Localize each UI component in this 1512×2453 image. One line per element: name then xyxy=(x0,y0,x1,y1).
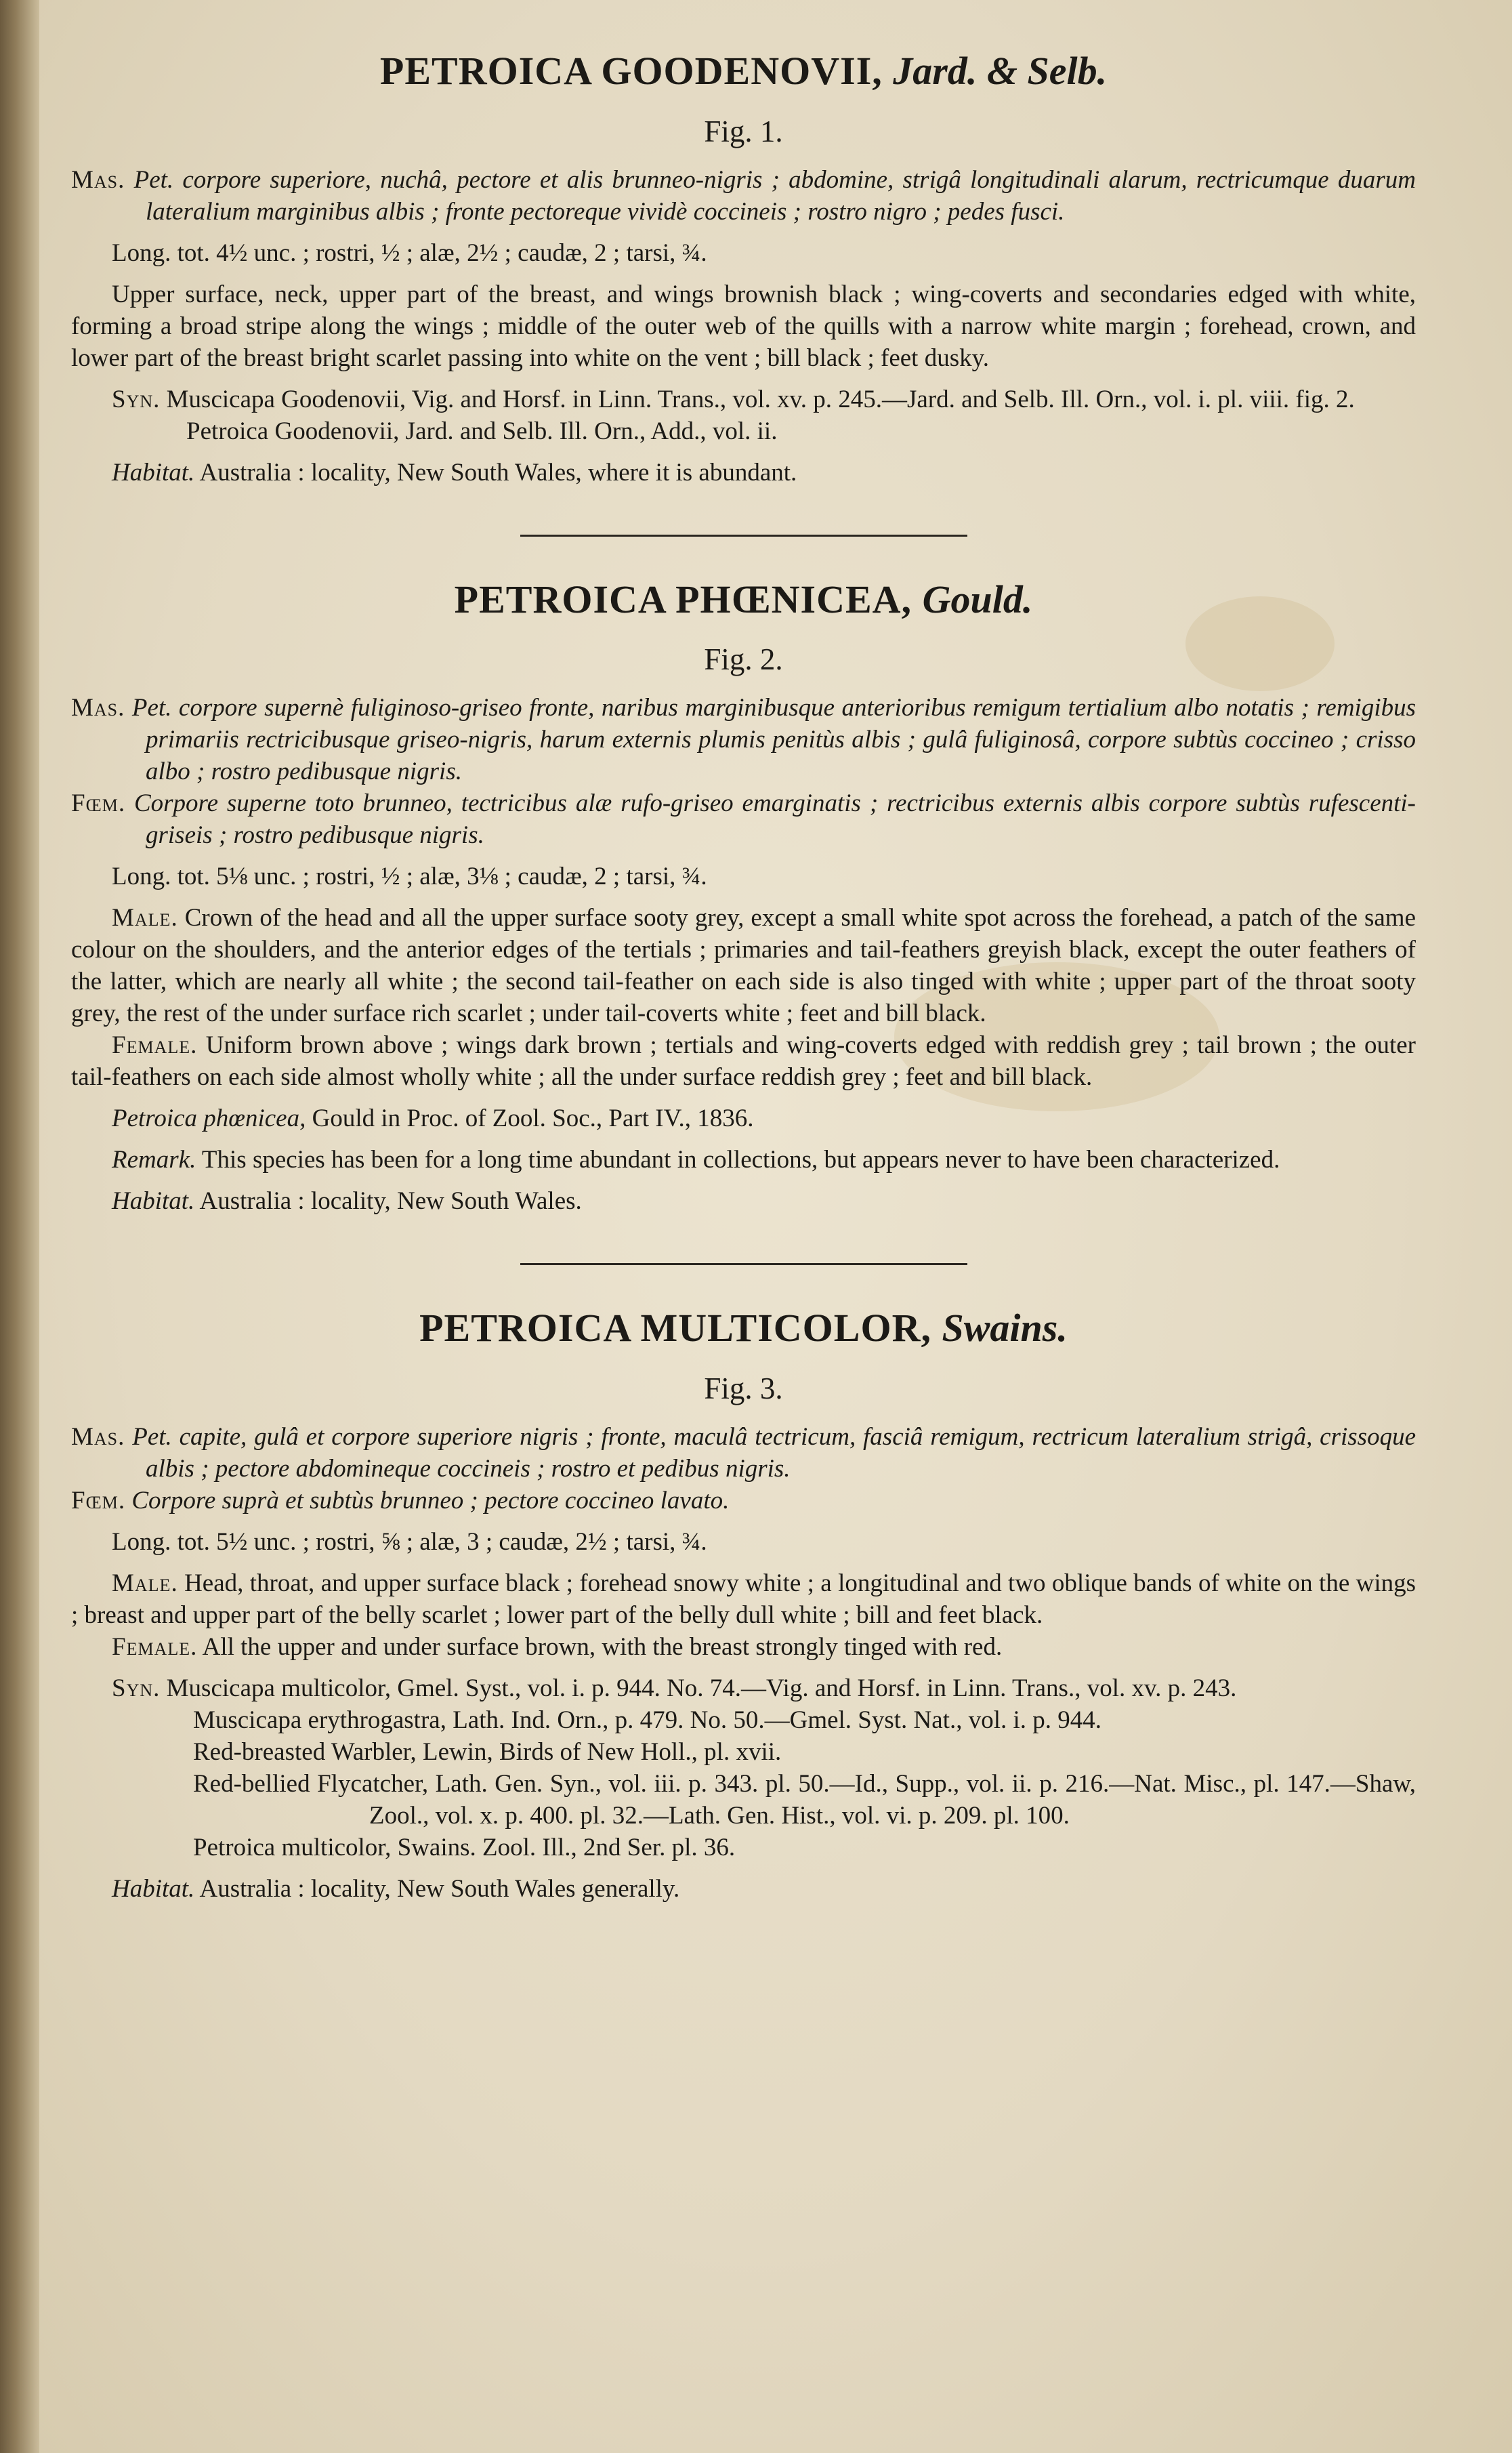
remark: Remark. This species has been for a long time abundant in collections, but appears never to have been characterized. xyxy=(112,1146,1280,1174)
species-heading: PETROICA MULTICOLOR, Swains. xyxy=(419,1306,1068,1351)
synonymy-line: Red-breasted Warbler, Lewin, Birds of New Holl., pl. xvii. xyxy=(193,1737,782,1766)
species-heading: PETROICA PHŒNICEA, Gould. xyxy=(454,577,1033,621)
habitat: Habitat. Australia : locality, New South Wales, where it is abundant. xyxy=(112,458,797,487)
species-heading: PETROICA GOODENOVII, Jard. & Selb. xyxy=(379,49,1108,93)
synonymy-line: Petroica Goodenovii, Jard. and Selb. Ill. Orn., Add., vol. ii. xyxy=(186,417,778,445)
synonymy: Syn. Muscicapa multicolor, Gmel. Syst., vol. i. p. 944. No. 74.—Vig. and Horsf. in Linn. Trans., vol. xv. p. 243. xyxy=(112,1674,1237,1702)
latin-diagnosis-female: Fœm. Corpore superne toto brunneo, tectricibus alæ rufo-griseo emarginatis ; rectricibus externis albis corpore subtùs rufescenti-griseis ; rostro pedibusque nigris. xyxy=(71,789,1416,850)
synonymy-line: Red-bellied Flycatcher, Lath. Gen. Syn., vol. iii. p. 343. pl. 50.—Id., Supp., vol. ii. p. 216.—Nat. Misc., pl. 147.—Shaw, Zool., vol. x. p. 400. pl. 32.—Lath. Gen. Hist., vol. vi. p. 209. pl. 100. xyxy=(193,1769,1416,1830)
description: Upper surface, neck, upper part of the breast, and wings brownish black ; wing-coverts and secondaries edged with white, forming a broad stripe along the wings ; middle of the outer web of the quills with a narrow white margin ; forehead, crown, and lower part of the breast bright scarlet passing into white on the vent ; bill black ; feet dusky. xyxy=(71,280,1416,372)
latin-diagnosis-female: Fœm. Corpore suprà et subtùs brunneo ; pectore coccineo lavato. xyxy=(71,1486,730,1514)
measurements: Long. tot. 5½ unc. ; rostri, ⅝ ; alæ, 3 ; caudæ, 2½ ; tarsi, ¾. xyxy=(112,1527,707,1556)
female-description: Female. All the upper and under surface brown, with the breast strongly tinged with red. xyxy=(112,1632,1003,1661)
page-text xyxy=(71,47,1416,1905)
synonymy: Syn. Muscicapa Goodenovii, Vig. and Horsf. in Linn. Trans., vol. xv. p. 245.—Jard. and Selb. Ill. Orn., vol. i. pl. viii. fig. 2. xyxy=(112,385,1355,413)
measurements: Long. tot. 4½ unc. ; rostri, ½ ; alæ, 2½ ; caudæ, 2 ; tarsi, ¾. xyxy=(112,239,707,267)
figure-label: Fig. 1. xyxy=(704,114,783,148)
male-description: Male. Crown of the head and all the upper surface sooty grey, except a small white spot across the forehead, a patch of the same colour on the shoulders, and the anterior edges of the tertials ; primaries and tail-feathers greyish black, except the outer feathers of the latter, which are nearly all white ; the second tail-feather on each side is also tinged with white ; upper part of the throat sooty grey, the rest of the under surface rich scarlet ; under tail-coverts white ; feet and bill black. xyxy=(71,904,1416,1028)
latin-diagnosis-male: Mas. Pet. corpore superiore, nuchâ, pectore et alis brunneo-nigris ; abdomine, strigâ longitudinali alarum, rectricumque duarum lateralium marginibus albis ; fronte pectoreque vividè coccineis ; rostro nigro ; pedes fusci. xyxy=(71,165,1416,226)
female-description: Female. Uniform brown above ; wings dark brown ; tertials and wing-coverts edged with reddish grey ; tail brown ; the outer tail-feathers on each side almost wholly white ; all the under surface reddish grey ; feet and bill black. xyxy=(71,1031,1416,1092)
latin-diagnosis-male: Mas. Pet. capite, gulâ et corpore superiore nigris ; fronte, maculâ tectricum, fasciâ remigum, rectricum lateralium strigâ, crissoque albis ; pectore abdomineque coccineis ; rostro et pedibus nigris. xyxy=(71,1422,1416,1483)
section-divider xyxy=(520,1263,967,1265)
species-section-multicolor xyxy=(71,1304,1416,1905)
reference: Petroica phœnicea, Gould in Proc. of Zool. Soc., Part IV., 1836. xyxy=(112,1105,754,1133)
measurements: Long. tot. 5⅛ unc. ; rostri, ½ ; alæ, 3⅛ ; caudæ, 2 ; tarsi, ¾. xyxy=(112,863,707,891)
figure-label: Fig. 3. xyxy=(704,1371,783,1405)
habitat: Habitat. Australia : locality, New South Wales. xyxy=(112,1187,582,1216)
figure-label: Fig. 2. xyxy=(704,642,783,677)
male-description: Male. Head, throat, and upper surface black ; forehead snowy white ; a longitudinal and two oblique bands of white on the wings ; breast and upper part of the belly scarlet ; lower part of the belly dull white ; bill and feet black. xyxy=(71,1569,1416,1629)
latin-diagnosis-male: Mas. Pet. corpore supernè fuliginoso-griseo fronte, naribus marginibusque anterioribus remigum tertialium albo notatis ; remigibus primariis rectricibusque griseo-nigris, harum externis plumis penitùs albis ; gulâ fuliginosâ, corpore subtùs coccineo ; crisso albo ; rostro pedibusque nigris. xyxy=(71,694,1416,786)
synonymy-line: Muscicapa erythrogastra, Lath. Ind. Orn., p. 479. No. 50.—Gmel. Syst. Nat., vol. i. p. 944. xyxy=(193,1706,1102,1734)
species-section-phoenicea xyxy=(71,576,1416,1218)
habitat: Habitat. Australia : locality, New South Wales generally. xyxy=(112,1874,680,1903)
book-binding-edge xyxy=(0,0,39,2453)
species-section-goodenovii xyxy=(71,47,1416,489)
section-divider xyxy=(520,535,967,537)
synonymy-line: Petroica multicolor, Swains. Zool. Ill., 2nd Ser. pl. 36. xyxy=(193,1833,736,1861)
